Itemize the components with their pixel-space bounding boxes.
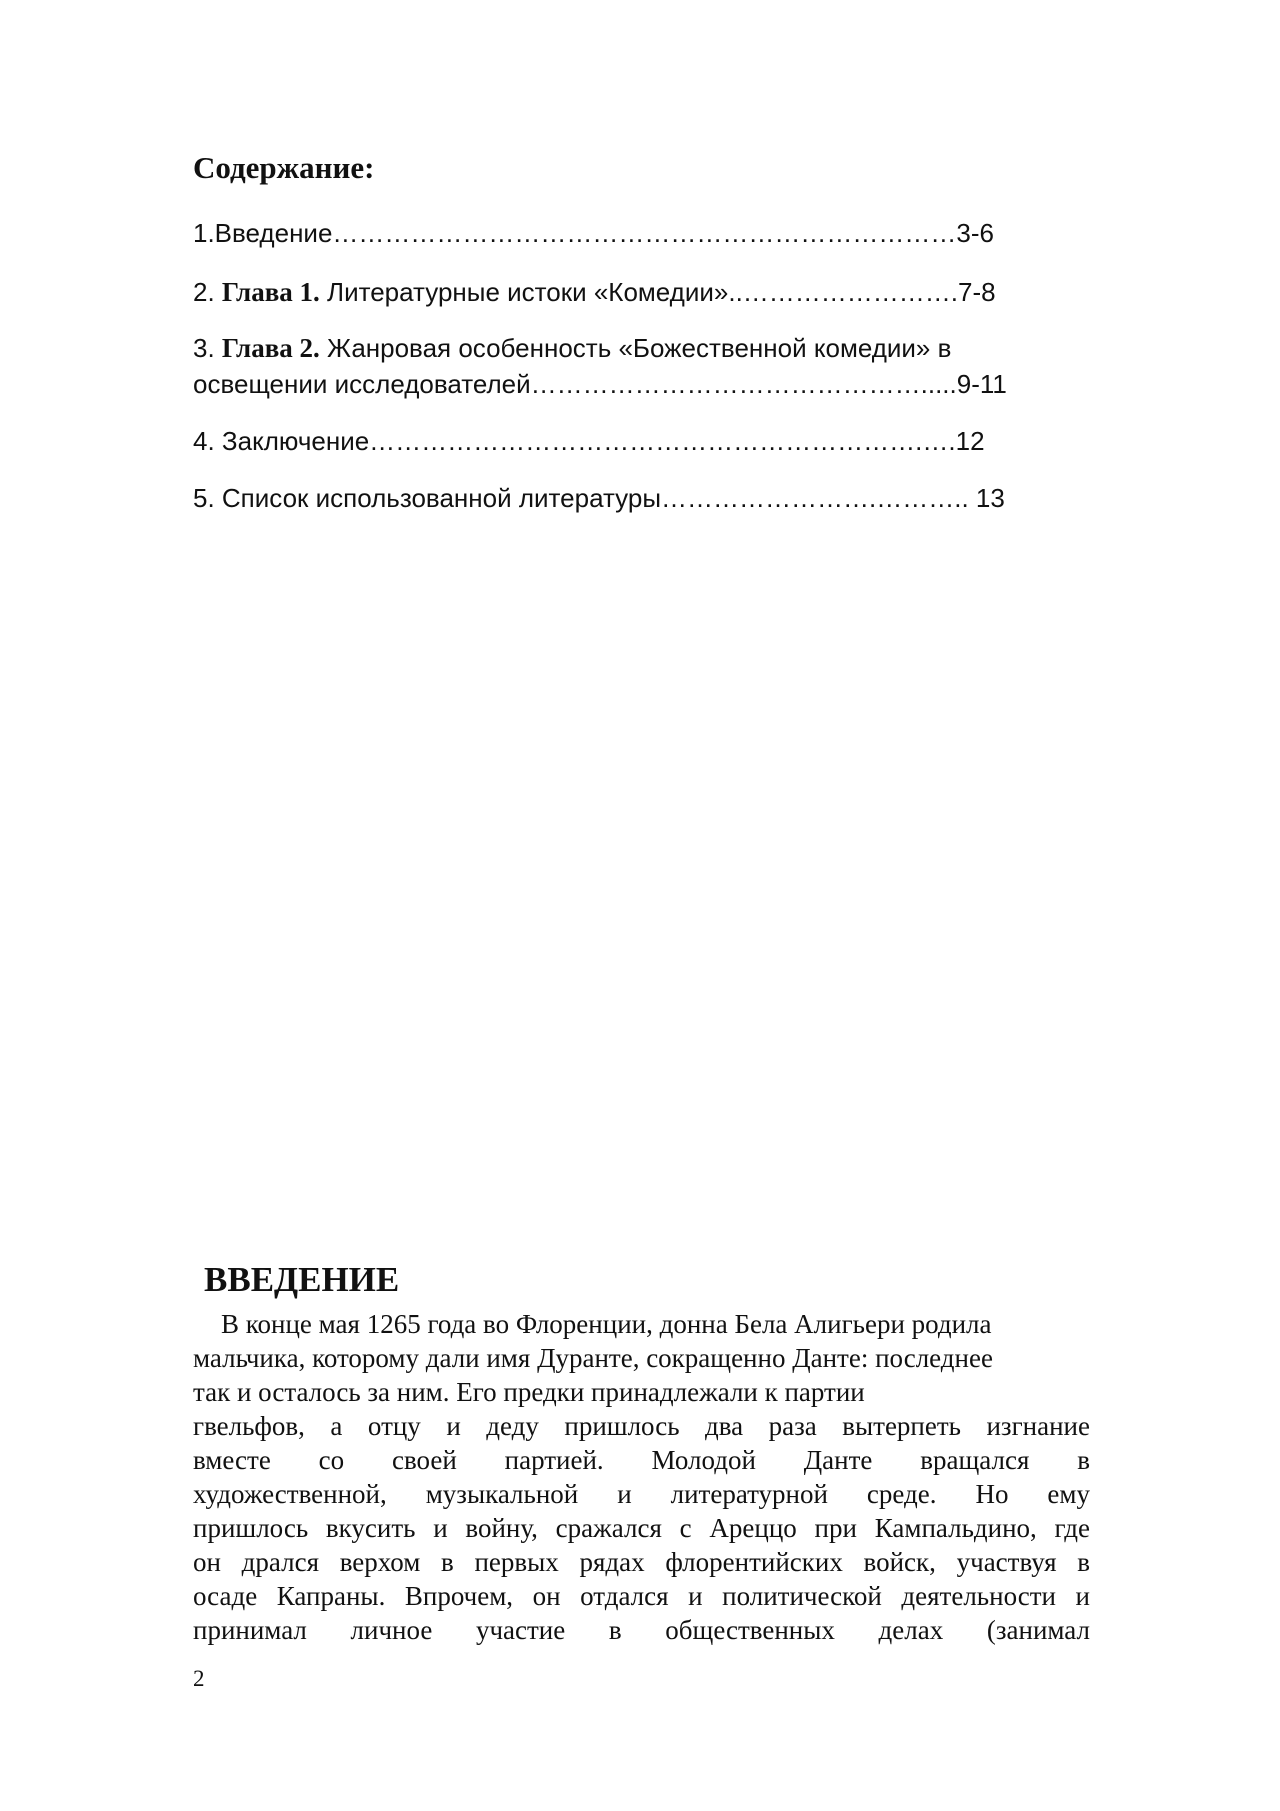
toc-title: Содержание: <box>193 150 375 185</box>
toc-item-text: Литературные истоки «Комедии»..…………………….7-8 <box>319 277 996 307</box>
intro-paragraph-line: художественной, музыкальной и литературной среде. Но ему <box>193 1479 1090 1509</box>
toc-item-introduction: 1.Введение………………………………………………………………3-6 <box>193 218 994 248</box>
intro-paragraph-line: пришлось вкусить и войну, сражался с Ареццо при Кампальдино, где <box>193 1513 1090 1543</box>
toc-item-number: 2. <box>193 277 222 307</box>
intro-paragraph-line: мальчика, которому дали имя Дуранте, сокращенно Данте: последнее <box>193 1343 993 1373</box>
intro-paragraph-line: В конце мая 1265 года во Флоренции, донна Бела Алигьери родила <box>221 1309 992 1339</box>
toc-item-chapter-2-continuation: освещении исследователей……………………………………….....9-11 <box>193 369 1007 399</box>
toc-item-chapter-label: Глава 1. <box>221 277 320 307</box>
toc-item-chapter-label: Глава 2. <box>221 333 320 363</box>
toc-item-number: 3. <box>193 333 222 363</box>
page-number: 2 <box>193 1666 205 1691</box>
intro-heading: ВВЕДЕНИЕ <box>204 1260 400 1299</box>
toc-item-conclusion: 4. Заключение……………………………………………………….….12 <box>193 426 985 456</box>
intro-paragraph-line: так и осталось за ним. Его предки принадлежали к партии <box>193 1377 865 1407</box>
toc-item-text: Жанровая особенность «Божественной комедии» в <box>319 333 952 363</box>
intro-paragraph-line: вместе со своей партией. Молодой Данте вращался в <box>193 1445 1090 1475</box>
intro-paragraph-line: гвельфов, а отцу и деду пришлось два раза вытерпеть изгнание <box>193 1411 1090 1441</box>
toc-item-bibliography: 5. Список использованной литературы…………………….……….. 13 <box>193 483 1005 513</box>
intro-paragraph-line: он дрался верхом в первых рядах флорентийских войск, участвуя в <box>193 1547 1090 1577</box>
intro-paragraph-line: осаде Капраны. Впрочем, он отдался и политической деятельности и <box>193 1581 1090 1611</box>
intro-paragraph-line: принимал личное участие в общественных делах (занимал <box>193 1615 1090 1645</box>
toc-item-chapter-1 <box>193 274 1093 310</box>
toc-item-chapter-2 <box>193 330 1093 366</box>
